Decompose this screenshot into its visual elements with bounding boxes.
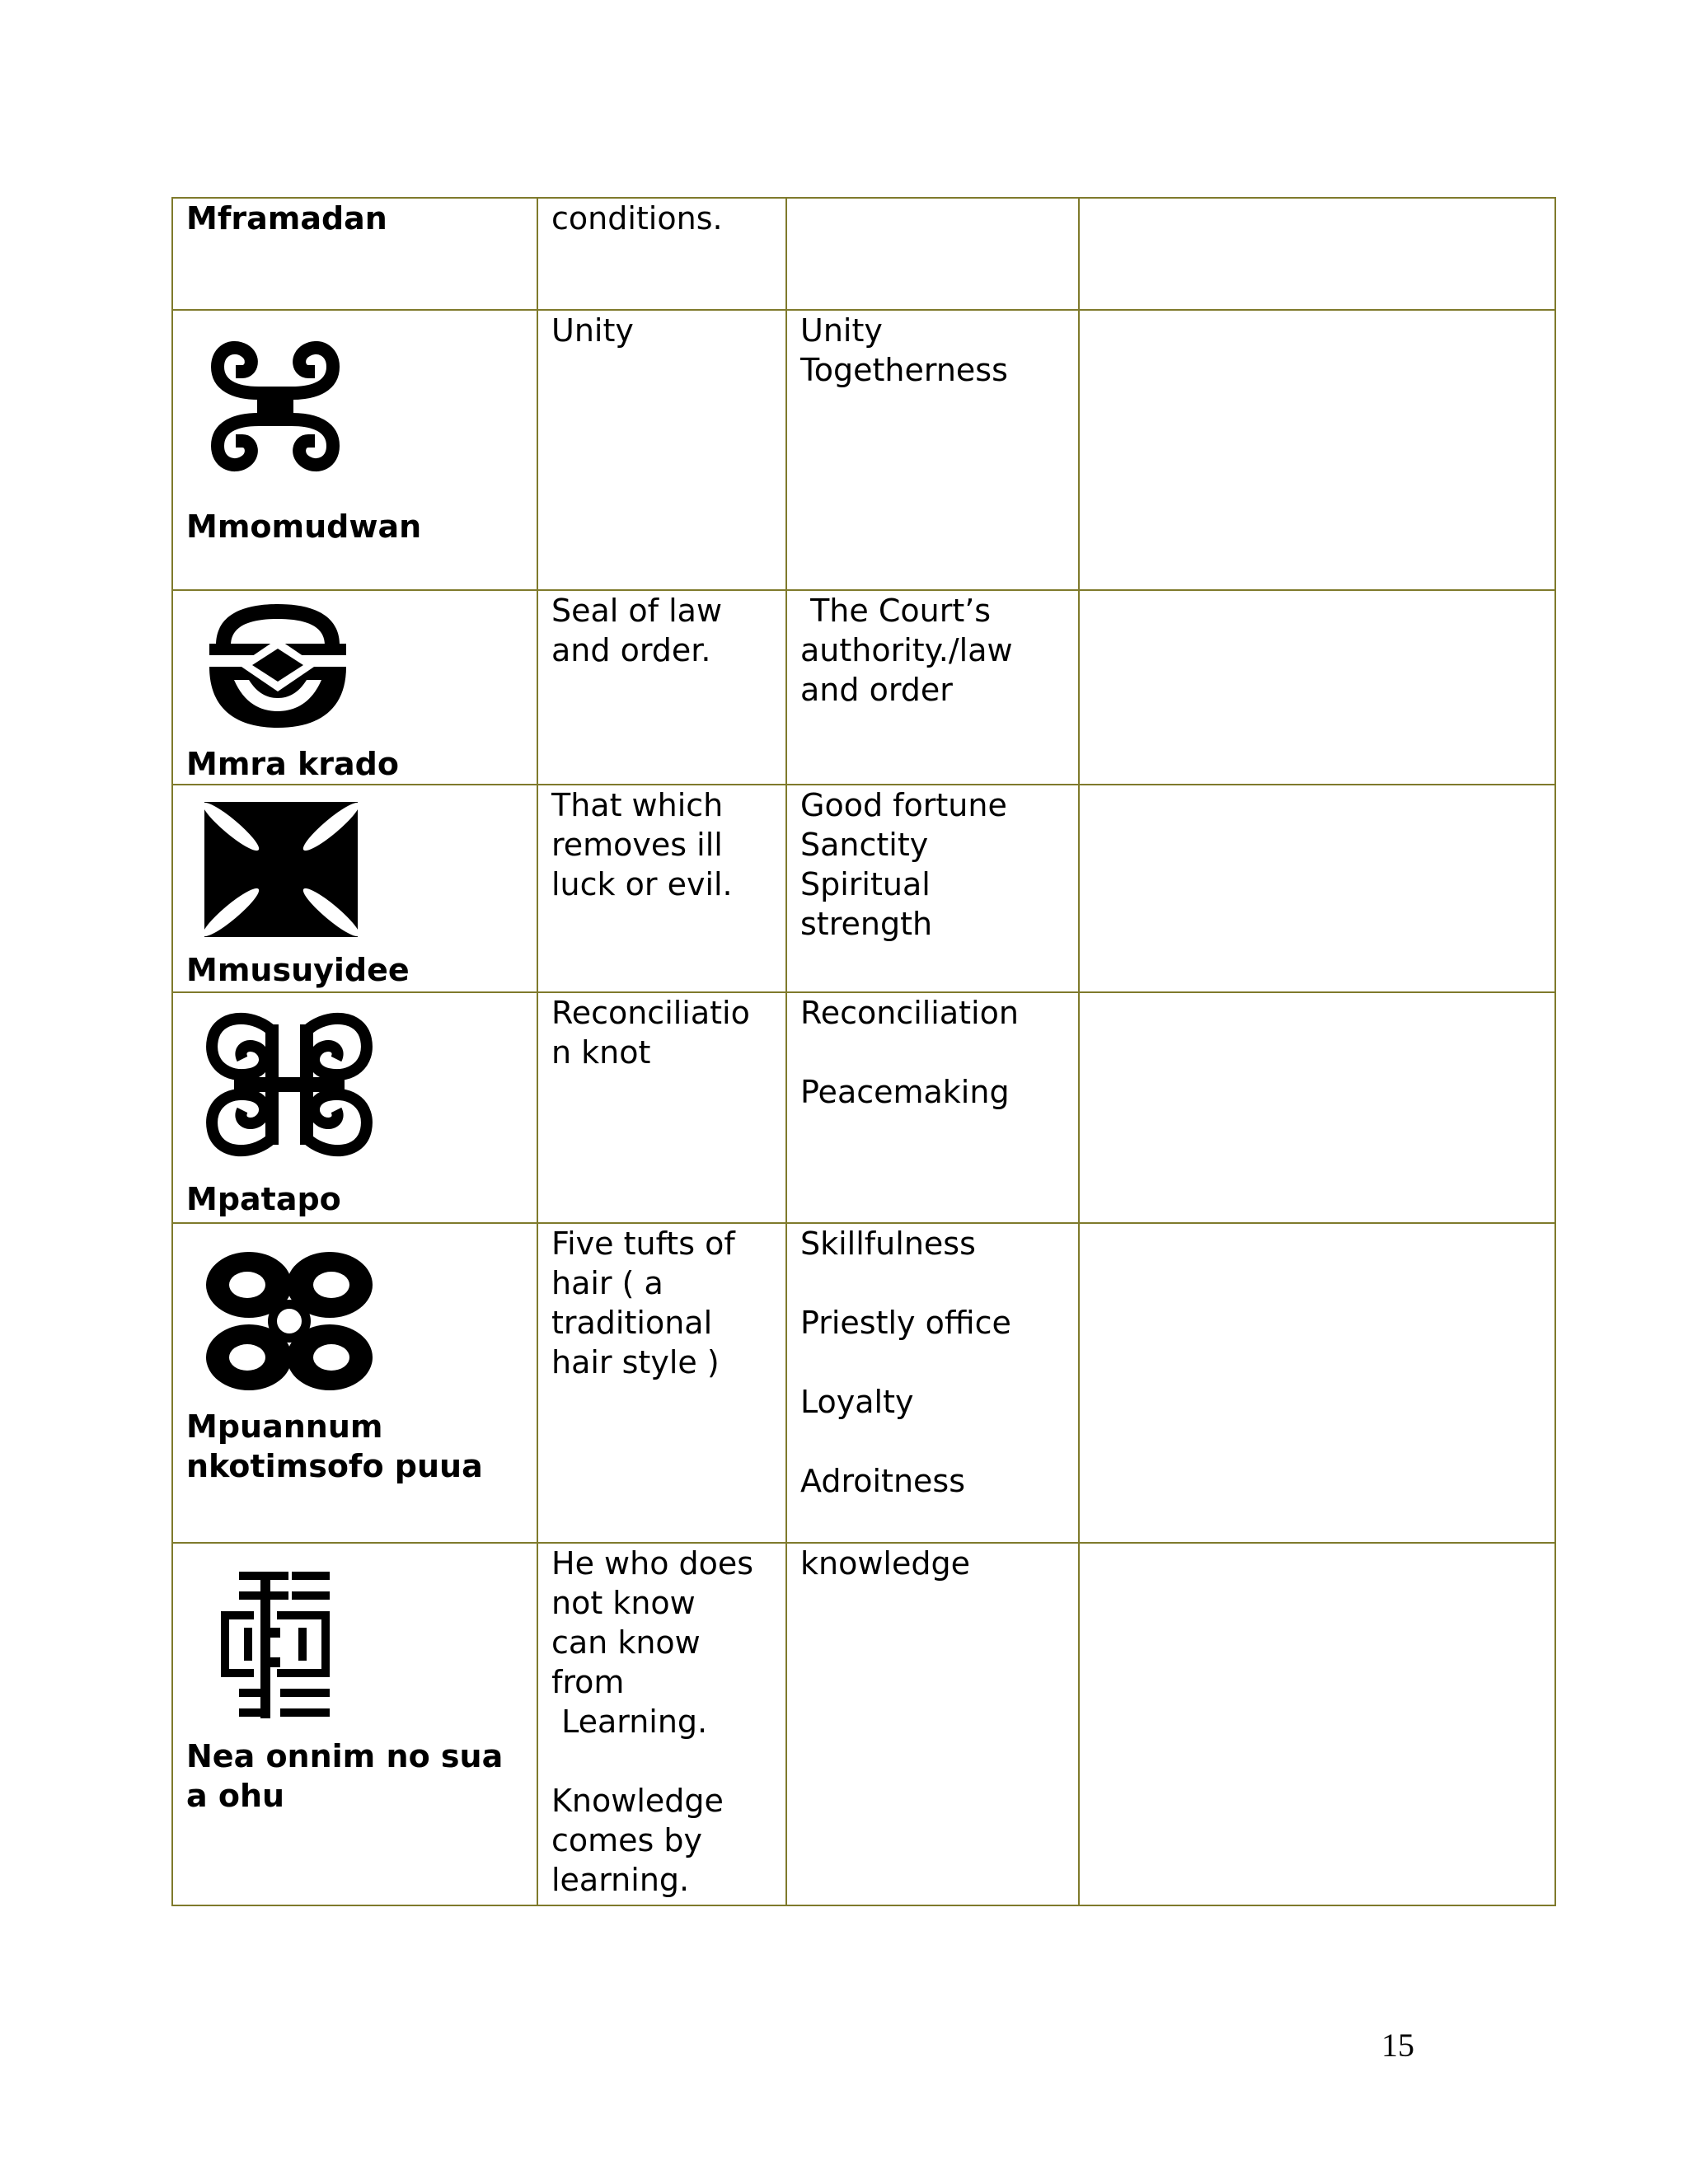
symbol-cell — [172, 785, 537, 992]
cell-text-line: The Court’s — [800, 593, 992, 629]
literal-cell — [537, 1543, 786, 1905]
cell-text-line: That which — [551, 787, 724, 823]
literal-cell — [537, 785, 786, 992]
cell-text-line: Adroitness — [800, 1463, 966, 1499]
five-tufts-symbol-icon — [201, 1247, 377, 1395]
blank-line — [551, 1741, 772, 1781]
symbol-name: Mmusuyidee — [186, 952, 410, 988]
cell-text-line: Spiritual — [800, 866, 931, 902]
cell-text-line: can know — [551, 1624, 701, 1661]
notes-cell — [1079, 785, 1555, 992]
table-row — [172, 198, 1555, 310]
cross-with-ovals-symbol-icon — [201, 799, 361, 940]
literal-cell — [537, 590, 786, 785]
meaning-cell — [786, 1543, 1079, 1905]
blank-line — [800, 1343, 1065, 1382]
cell-text-line: and order — [800, 672, 953, 708]
cell-text-line: luck or evil. — [551, 866, 733, 902]
symbol-name: Mmra krado — [186, 746, 399, 782]
blank-line — [800, 1263, 1065, 1303]
meaning-cell — [786, 785, 1079, 992]
table-row — [172, 992, 1555, 1223]
cell-text-line: Reconciliatio — [551, 995, 750, 1031]
cell-text-line: He who does — [551, 1545, 754, 1582]
cell-text-line: comes by — [551, 1822, 703, 1858]
notes-cell — [1079, 590, 1555, 785]
adinkra-symbols-table — [171, 197, 1556, 1906]
cell-text-line: Priestly office — [800, 1305, 1011, 1341]
comb-pattern-symbol-icon — [201, 1568, 341, 1722]
reconciliation-knot-symbol-icon — [201, 1005, 377, 1165]
symbol-name: Nea onnim no sua a ohu — [186, 1738, 504, 1814]
padlock-seal-symbol-icon — [201, 596, 354, 734]
literal-cell — [537, 992, 786, 1223]
meaning-cell — [786, 992, 1079, 1223]
page-number: 15 — [1381, 2027, 1414, 2064]
notes-cell — [1079, 310, 1555, 590]
cell-text-line: not know — [551, 1585, 696, 1621]
cell-text-line: learning. — [551, 1862, 690, 1898]
double-loop-symbol-icon — [201, 335, 349, 477]
cell-text-line: Five tufts of — [551, 1226, 735, 1262]
meaning-cell — [786, 1223, 1079, 1543]
literal-cell — [537, 198, 786, 310]
notes-cell — [1079, 198, 1555, 310]
cell-text-line: hair ( a — [551, 1265, 663, 1301]
meaning-cell — [786, 198, 1079, 310]
notes-cell — [1079, 992, 1555, 1223]
cell-text-line: Good fortune — [800, 787, 1007, 823]
cell-text-line: Unity — [551, 312, 634, 349]
cell-text-line: Knowledge — [551, 1783, 724, 1819]
cell-text-line: Skillfulness — [800, 1226, 976, 1262]
table-row — [172, 310, 1555, 590]
blank-line — [800, 1422, 1065, 1461]
symbol-name: Mframadan — [186, 200, 387, 237]
cell-text-line: authority./law — [800, 632, 1013, 668]
notes-cell — [1079, 1543, 1555, 1905]
symbol-cell — [172, 992, 537, 1223]
symbol-cell — [172, 1223, 537, 1543]
cell-text-line: strength — [800, 906, 933, 942]
table-row — [172, 785, 1555, 992]
cell-text-line: from — [551, 1664, 625, 1700]
symbol-cell — [172, 310, 537, 590]
symbol-name: Mmomudwan — [186, 509, 422, 545]
cell-text-line: removes ill — [551, 827, 723, 863]
symbol-cell — [172, 590, 537, 785]
cell-text-line: hair style ) — [551, 1344, 720, 1380]
literal-cell — [537, 310, 786, 590]
table-row — [172, 590, 1555, 785]
meaning-cell — [786, 310, 1079, 590]
symbol-cell — [172, 1543, 537, 1905]
symbol-name: Mpatapo — [186, 1181, 341, 1217]
meaning-cell — [786, 590, 1079, 785]
literal-cell — [537, 1223, 786, 1543]
cell-text-line: Sanctity — [800, 827, 929, 863]
cell-text-line: Reconciliation — [800, 995, 1019, 1031]
cell-text-line: conditions. — [551, 200, 723, 237]
cell-text-line: traditional — [551, 1305, 713, 1341]
cell-text-line: and order. — [551, 632, 711, 668]
cell-text-line: Unity — [800, 312, 883, 349]
symbol-name: Mpuannum nkotimsofo puua — [186, 1408, 483, 1484]
table-row — [172, 1223, 1555, 1543]
cell-text-line: knowledge — [800, 1545, 970, 1582]
cell-text-line: Seal of law — [551, 593, 723, 629]
cell-text-line: Learning. — [551, 1704, 708, 1740]
table-row — [172, 1543, 1555, 1905]
cell-text-line: Loyalty — [800, 1384, 914, 1420]
cell-text-line: n knot — [551, 1034, 651, 1071]
blank-line — [800, 1033, 1065, 1072]
notes-cell — [1079, 1223, 1555, 1543]
cell-text-line: Peacemaking — [800, 1074, 1010, 1110]
cell-text-line: Togetherness — [800, 352, 1008, 388]
symbol-cell — [172, 198, 537, 310]
